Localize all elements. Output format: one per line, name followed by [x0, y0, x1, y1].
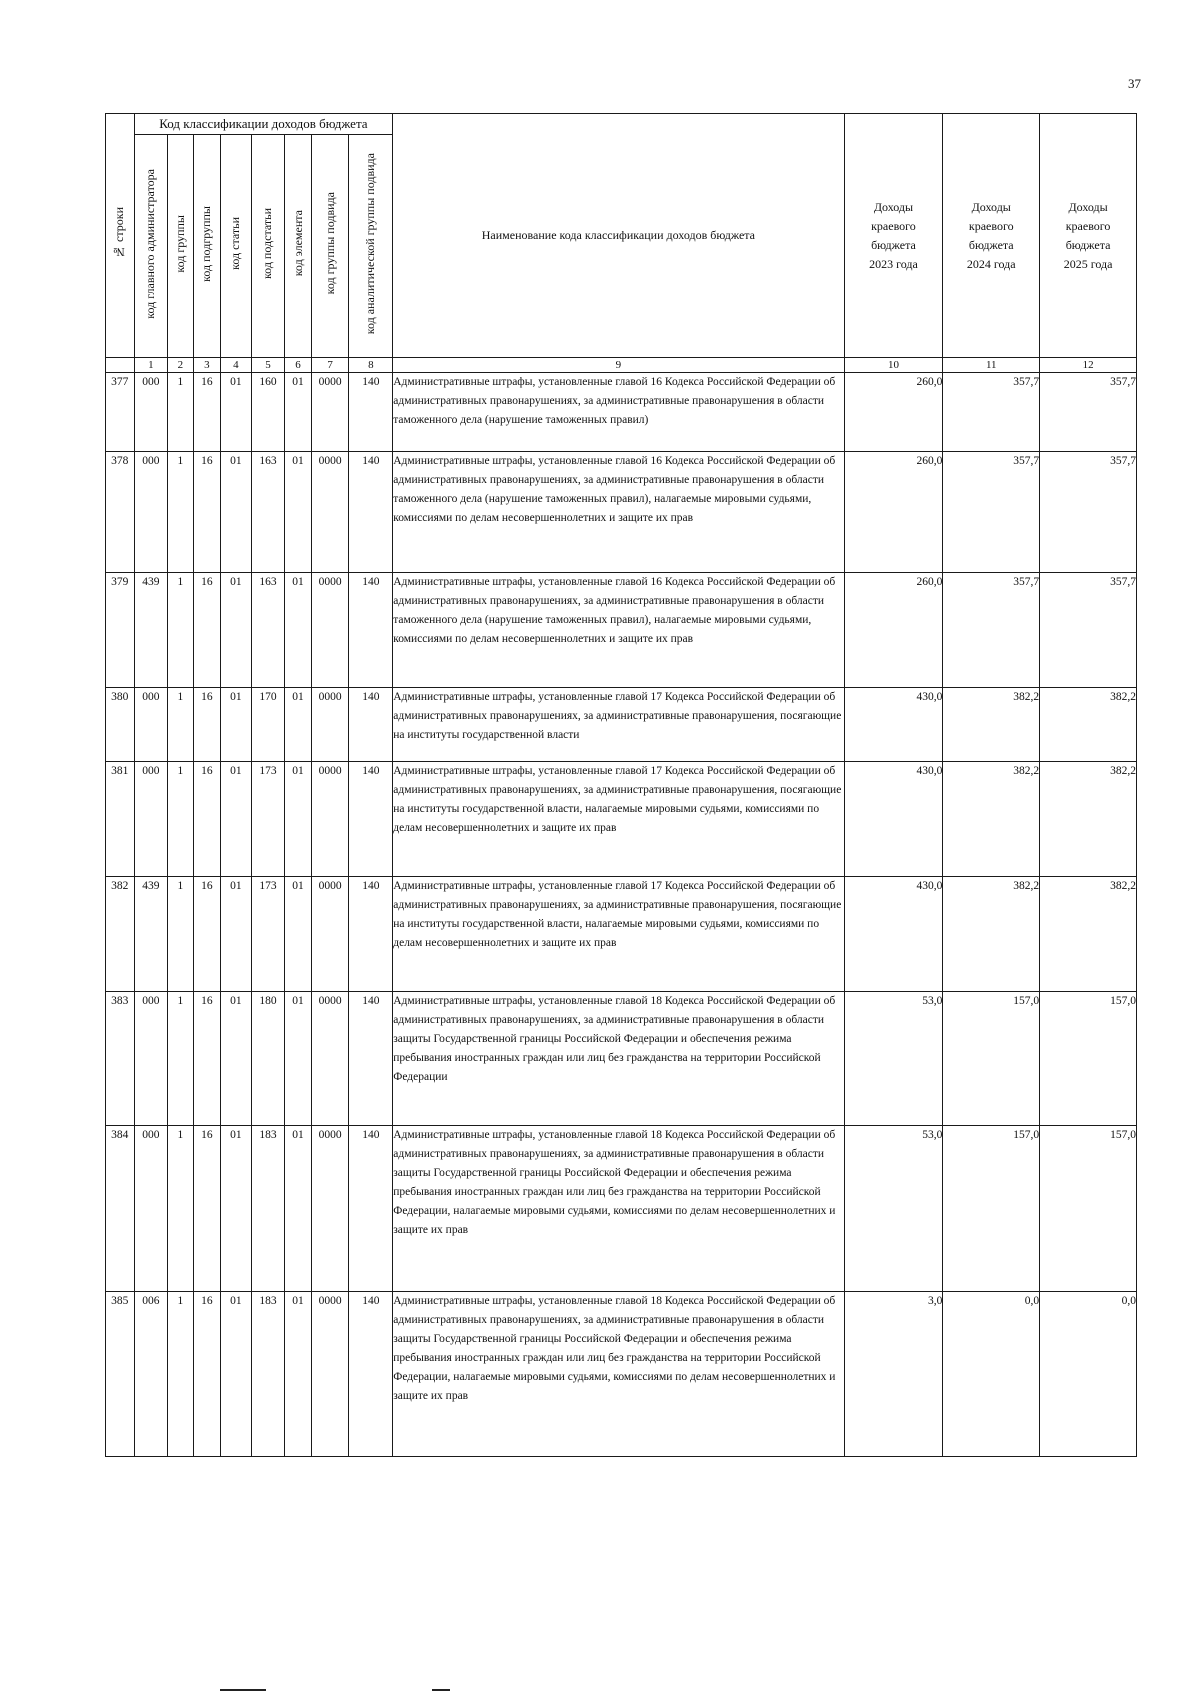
amount-2023: 53,0	[844, 1126, 943, 1292]
subtype-group-code: 0000	[311, 573, 349, 688]
header-admin-code: код главного администратора	[134, 135, 168, 358]
subgroup-code: 16	[193, 877, 221, 992]
row-number: 382	[106, 877, 135, 992]
subgroup-code: 16	[193, 452, 221, 573]
amount-2023: 430,0	[844, 688, 943, 762]
amount-2023: 430,0	[844, 762, 943, 877]
admin-code: 000	[134, 688, 168, 762]
analytic-group-code: 140	[349, 1292, 393, 1457]
group-code: 1	[168, 373, 193, 452]
table-row	[106, 452, 1137, 573]
table-row	[106, 688, 1137, 762]
column-number: 9	[393, 358, 844, 373]
table-row	[106, 877, 1137, 992]
amount-2023: 430,0	[844, 877, 943, 992]
group-code: 1	[168, 1292, 193, 1457]
column-number: 12	[1040, 358, 1137, 373]
subtype-group-code: 0000	[311, 452, 349, 573]
header-subtype-group-code: код группы подвида	[311, 135, 349, 358]
header-article-code: код статьи	[221, 135, 252, 358]
group-code: 1	[168, 573, 193, 688]
revenue-code-name: Административные штрафы, установленные главой 16 Кодекса Российской Федерации об административных правонарушениях, за административные правонарушения в области таможенного дела (нарушение таможенных правил), налагаемые мировыми судьями, комиссиями по делам несовершеннолетних и защите их прав	[393, 573, 844, 688]
amount-2024: 0,0	[943, 1292, 1040, 1457]
subgroup-code: 16	[193, 1126, 221, 1292]
row-number: 377	[106, 373, 135, 452]
article-code: 01	[221, 1292, 252, 1457]
column-number: 10	[844, 358, 943, 373]
analytic-group-code: 140	[349, 373, 393, 452]
article-code: 01	[221, 688, 252, 762]
element-code: 01	[285, 688, 311, 762]
header-analytic-group-code: код аналитической группы подвида	[349, 135, 393, 358]
amount-2023: 260,0	[844, 452, 943, 573]
amount-2024: 382,2	[943, 688, 1040, 762]
amount-2024: 357,7	[943, 573, 1040, 688]
element-code: 01	[285, 452, 311, 573]
admin-code: 439	[134, 573, 168, 688]
amount-2024: 382,2	[943, 762, 1040, 877]
subarticle-code: 180	[251, 992, 285, 1126]
amount-2025: 357,7	[1040, 373, 1137, 452]
subgroup-code: 16	[193, 373, 221, 452]
column-number: 8	[349, 358, 393, 373]
amount-2025: 382,2	[1040, 688, 1137, 762]
amount-2023: 3,0	[844, 1292, 943, 1457]
amount-2023: 260,0	[844, 573, 943, 688]
header-subgroup-code: код подгруппы	[193, 135, 221, 358]
column-number: 3	[193, 358, 221, 373]
header-code-group: Код классификации доходов бюджета	[134, 114, 393, 135]
row-number: 384	[106, 1126, 135, 1292]
article-code: 01	[221, 452, 252, 573]
table-row	[106, 992, 1137, 1126]
header-row-number-label: № строки	[112, 207, 127, 259]
subgroup-code: 16	[193, 992, 221, 1126]
element-code: 01	[285, 373, 311, 452]
subarticle-code: 163	[251, 573, 285, 688]
column-number-row	[106, 358, 1137, 373]
subtype-group-code: 0000	[311, 373, 349, 452]
subgroup-code: 16	[193, 688, 221, 762]
article-code: 01	[221, 992, 252, 1126]
column-number: 6	[285, 358, 311, 373]
revenue-code-name: Административные штрафы, установленные главой 17 Кодекса Российской Федерации об административных правонарушениях, за административные правонарушения, посягающие на институты государственной власти, налагаемые мировыми судьями, комиссиями по делам несовершеннолетних и защите их прав	[393, 762, 844, 877]
column-number: 1	[134, 358, 168, 373]
table-row	[106, 1126, 1137, 1292]
group-code: 1	[168, 877, 193, 992]
subarticle-code: 160	[251, 373, 285, 452]
row-number: 380	[106, 688, 135, 762]
amount-2025: 0,0	[1040, 1292, 1137, 1457]
group-code: 1	[168, 688, 193, 762]
admin-code: 000	[134, 992, 168, 1126]
amount-2025: 157,0	[1040, 992, 1137, 1126]
amount-2023: 53,0	[844, 992, 943, 1126]
table-row	[106, 1292, 1137, 1457]
admin-code: 000	[134, 373, 168, 452]
row-number: 379	[106, 573, 135, 688]
revenue-code-name: Административные штрафы, установленные главой 16 Кодекса Российской Федерации об административных правонарушениях, за административные правонарушения в области таможенного дела (нарушение таможенных правил)	[393, 373, 844, 452]
amount-2025: 357,7	[1040, 452, 1137, 573]
element-code: 01	[285, 992, 311, 1126]
admin-code: 006	[134, 1292, 168, 1457]
row-number: 383	[106, 992, 135, 1126]
revenue-code-name: Административные штрафы, установленные главой 17 Кодекса Российской Федерации об административных правонарушениях, за административные правонарушения, посягающие на институты государственной власти	[393, 688, 844, 762]
element-code: 01	[285, 877, 311, 992]
column-number: 2	[168, 358, 193, 373]
amount-2023: 260,0	[844, 373, 943, 452]
header-row-number	[106, 114, 135, 358]
article-code: 01	[221, 762, 252, 877]
row-number: 385	[106, 1292, 135, 1457]
column-number: 5	[251, 358, 285, 373]
column-number: 4	[221, 358, 252, 373]
analytic-group-code: 140	[349, 1126, 393, 1292]
table-row	[106, 573, 1137, 688]
element-code: 01	[285, 573, 311, 688]
table-row	[106, 762, 1137, 877]
header-year-2025: Доходы краевого бюджета 2025 года	[1040, 114, 1137, 358]
revenue-code-name: Административные штрафы, установленные главой 18 Кодекса Российской Федерации об административных правонарушениях, за административные правонарушения в области защиты Государственной границы Российской Федерации и обеспечения режима пребывания иностранных граждан или лиц без гражданства на территории Российской Федерации, налагаемые мировыми судьями, комиссиями по делам несовершеннолетних и защите их прав	[393, 1126, 844, 1292]
admin-code: 000	[134, 1126, 168, 1292]
article-code: 01	[221, 573, 252, 688]
group-code: 1	[168, 762, 193, 877]
row-number: 378	[106, 452, 135, 573]
subgroup-code: 16	[193, 762, 221, 877]
admin-code: 000	[134, 762, 168, 877]
subtype-group-code: 0000	[311, 877, 349, 992]
column-number: 7	[311, 358, 349, 373]
scan-mark	[432, 1689, 450, 1691]
amount-2024: 157,0	[943, 992, 1040, 1126]
amount-2025: 357,7	[1040, 573, 1137, 688]
revenue-code-name: Административные штрафы, установленные главой 18 Кодекса Российской Федерации об административных правонарушениях, за административные правонарушения в области защиты Государственной границы Российской Федерации и обеспечения режима пребывания иностранных граждан или лиц без гражданства на территории Российской Федерации, налагаемые мировыми судьями, комиссиями по делам несовершеннолетних и защите их прав	[393, 1292, 844, 1457]
header-subarticle-code: код подстатьи	[251, 135, 285, 358]
analytic-group-code: 140	[349, 992, 393, 1126]
subgroup-code: 16	[193, 573, 221, 688]
element-code: 01	[285, 1292, 311, 1457]
budget-revenue-table	[105, 113, 1137, 1457]
row-number: 381	[106, 762, 135, 877]
article-code: 01	[221, 373, 252, 452]
article-code: 01	[221, 877, 252, 992]
article-code: 01	[221, 1126, 252, 1292]
page-number: 37	[1128, 76, 1141, 91]
subarticle-code: 173	[251, 762, 285, 877]
subtype-group-code: 0000	[311, 762, 349, 877]
group-code: 1	[168, 452, 193, 573]
group-code: 1	[168, 992, 193, 1126]
element-code: 01	[285, 762, 311, 877]
subtype-group-code: 0000	[311, 1292, 349, 1457]
subtype-group-code: 0000	[311, 688, 349, 762]
subtype-group-code: 0000	[311, 1126, 349, 1292]
scan-mark	[220, 1689, 266, 1691]
amount-2025: 157,0	[1040, 1126, 1137, 1292]
subarticle-code: 173	[251, 877, 285, 992]
analytic-group-code: 140	[349, 452, 393, 573]
header-year-2023: Доходы краевого бюджета 2023 года	[844, 114, 943, 358]
admin-code: 439	[134, 877, 168, 992]
analytic-group-code: 140	[349, 573, 393, 688]
revenue-code-name: Административные штрафы, установленные главой 18 Кодекса Российской Федерации об административных правонарушениях, за административные правонарушения в области защиты Государственной границы Российской Федерации и обеспечения режима пребывания иностранных граждан или лиц без гражданства на территории Российской Федерации	[393, 992, 844, 1126]
header-name: Наименование кода классификации доходов бюджета	[393, 114, 844, 358]
subarticle-code: 170	[251, 688, 285, 762]
header-group-code: код группы	[168, 135, 193, 358]
amount-2025: 382,2	[1040, 762, 1137, 877]
revenue-code-name: Административные штрафы, установленные главой 17 Кодекса Российской Федерации об административных правонарушениях, за административные правонарушения, посягающие на институты государственной власти, налагаемые мировыми судьями, комиссиями по делам несовершеннолетних и защите их прав	[393, 877, 844, 992]
element-code: 01	[285, 1126, 311, 1292]
analytic-group-code: 140	[349, 877, 393, 992]
analytic-group-code: 140	[349, 762, 393, 877]
header-element-code: код элемента	[285, 135, 311, 358]
analytic-group-code: 140	[349, 688, 393, 762]
amount-2024: 157,0	[943, 1126, 1040, 1292]
subtype-group-code: 0000	[311, 992, 349, 1126]
revenue-code-name: Административные штрафы, установленные главой 16 Кодекса Российской Федерации об административных правонарушениях, за административные правонарушения в области таможенного дела (нарушение таможенных правил), налагаемые мировыми судьями, комиссиями по делам несовершеннолетних и защите их прав	[393, 452, 844, 573]
subgroup-code: 16	[193, 1292, 221, 1457]
column-number: 11	[943, 358, 1040, 373]
admin-code: 000	[134, 452, 168, 573]
group-code: 1	[168, 1126, 193, 1292]
amount-2024: 382,2	[943, 877, 1040, 992]
header-year-2024: Доходы краевого бюджета 2024 года	[943, 114, 1040, 358]
subarticle-code: 183	[251, 1126, 285, 1292]
subarticle-code: 163	[251, 452, 285, 573]
subarticle-code: 183	[251, 1292, 285, 1457]
amount-2024: 357,7	[943, 373, 1040, 452]
amount-2024: 357,7	[943, 452, 1040, 573]
amount-2025: 382,2	[1040, 877, 1137, 992]
table-row	[106, 373, 1137, 452]
